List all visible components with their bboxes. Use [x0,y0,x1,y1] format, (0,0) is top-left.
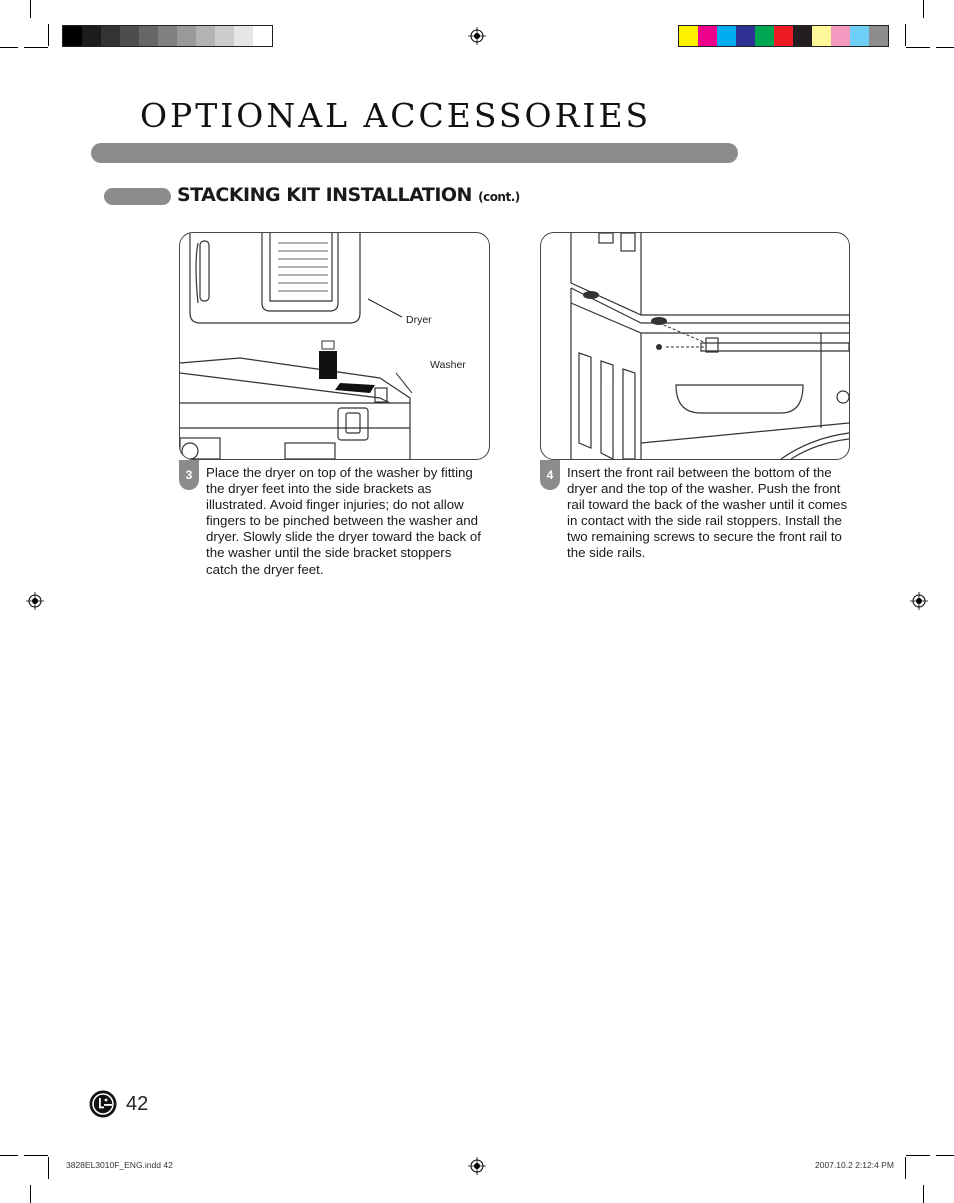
step-3-illustration [179,232,490,460]
color-swatch [158,26,177,46]
step-4-illustration [540,232,850,460]
grayscale-color-bar [62,25,273,47]
color-swatch [679,26,698,46]
crop-mark [0,47,18,48]
section-heading [177,184,520,206]
color-swatch [196,26,215,46]
registration-mark-icon [468,27,486,45]
color-swatch [253,26,272,46]
crop-mark [24,1155,48,1156]
crop-mark [48,24,49,46]
color-swatch [812,26,831,46]
color-swatch [234,26,253,46]
color-swatch [736,26,755,46]
front-rail-drawing [541,233,849,459]
page-title: OPTIONAL ACCESSORIES [140,96,652,135]
color-swatch [82,26,101,46]
crop-mark [923,0,924,18]
title-rule-bar [91,143,738,163]
color-swatch [120,26,139,46]
color-swatch [774,26,793,46]
section-heading-text: STACKING KIT INSTALLATION [177,184,472,206]
crop-mark [905,24,906,46]
crop-mark [936,47,954,48]
date-slug: 2007.10.2 2:12:4 PM [815,1160,894,1170]
color-swatch [755,26,774,46]
color-swatch [869,26,888,46]
color-swatch [63,26,82,46]
step-4-text: Insert the front rail between the bottom of the dryer and the top of the washer. Push the front rail toward the back of the washer until it comes in contact with the side rail stoppers. Install the two remaining screws to secure the front rail to the side rails. [567,465,848,561]
crop-mark [24,47,48,48]
crop-mark [906,47,930,48]
section-heading-suffix: (cont.) [478,190,520,204]
crop-mark [923,1185,924,1203]
process-color-bar [678,25,889,47]
file-slug: 3828EL3010F_ENG.indd 42 [66,1160,173,1170]
registration-mark-icon [910,592,928,610]
crop-mark [905,1157,906,1179]
color-swatch [139,26,158,46]
crop-mark [936,1155,954,1156]
crop-mark [0,1155,18,1156]
crop-mark [906,1155,930,1156]
color-swatch [717,26,736,46]
registration-mark-icon [26,592,44,610]
color-swatch [698,26,717,46]
registration-mark-icon [468,1157,486,1175]
color-swatch [793,26,812,46]
crop-mark [30,0,31,18]
color-swatch [850,26,869,46]
dryer-on-washer-drawing [180,233,489,459]
dryer-callout-label: Dryer [406,314,432,326]
color-swatch [215,26,234,46]
step-3-text: Place the dryer on top of the washer by fitting the dryer feet into the side brackets as illustrated. Avoid finger injuries; do not allow fingers to be pinched between the washer and dryer. Slowly slide the dryer toward the back of the washer until the side bracket stoppers catch the dryer feet. [206,465,481,577]
color-swatch [177,26,196,46]
page-number: 42 [126,1093,149,1115]
step-number-badge: 4 [540,460,560,490]
step-number-badge: 3 [179,460,199,490]
crop-mark [30,1185,31,1203]
lg-logo-icon [89,1090,117,1118]
washer-callout-label: Washer [430,359,466,371]
crop-mark [48,1157,49,1179]
color-swatch [101,26,120,46]
section-pill [104,188,171,205]
color-swatch [831,26,850,46]
